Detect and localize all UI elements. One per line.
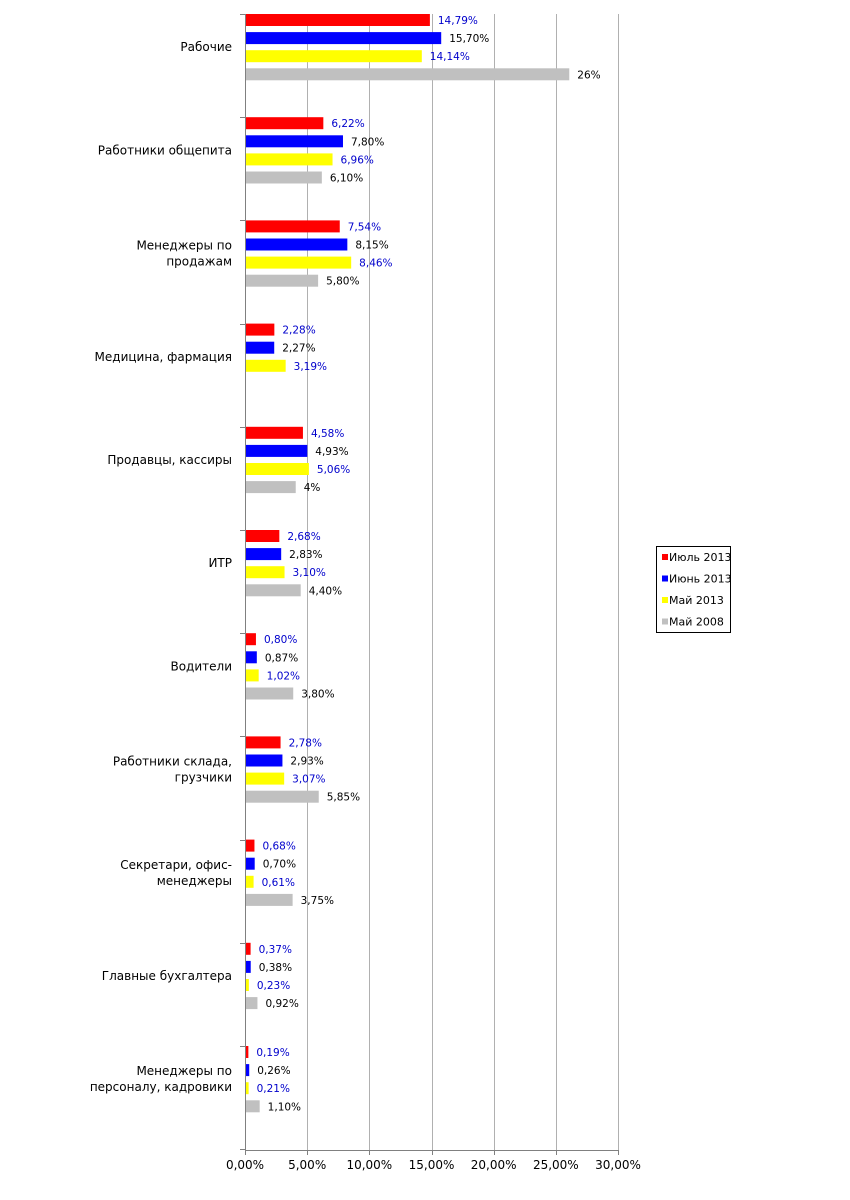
category-label: Менеджеры по bbox=[136, 238, 232, 253]
bar bbox=[246, 463, 309, 475]
data-label: 0,38% bbox=[258, 961, 293, 974]
data-label: 5,85% bbox=[326, 791, 361, 804]
data-label: 0,37% bbox=[258, 943, 292, 956]
data-label: 3,07% bbox=[292, 773, 326, 786]
category-label: Секретари, офис- bbox=[120, 857, 232, 872]
data-label: 2,83% bbox=[289, 549, 323, 562]
bar bbox=[246, 220, 340, 232]
bar bbox=[246, 14, 430, 26]
bar bbox=[246, 275, 318, 287]
data-label: 4,58% bbox=[310, 427, 345, 440]
data-label: 6,96% bbox=[340, 154, 374, 167]
x-tick-label: 30,00% bbox=[595, 1158, 641, 1172]
data-label: 2,27% bbox=[282, 342, 316, 355]
x-tick-label: 20,00% bbox=[470, 1158, 517, 1172]
bar bbox=[246, 153, 333, 165]
data-label: 5,80% bbox=[326, 275, 360, 288]
bars bbox=[246, 14, 569, 1112]
bar bbox=[246, 68, 569, 80]
legend-swatch bbox=[662, 554, 668, 560]
x-tick-label: 0,00% bbox=[225, 1158, 265, 1172]
data-label: 3,19% bbox=[293, 360, 328, 373]
bar bbox=[246, 445, 307, 457]
category-label: ИТР bbox=[208, 556, 232, 571]
data-label: 3,80% bbox=[301, 688, 335, 701]
data-label: 4% bbox=[303, 482, 321, 495]
data-label: 0,80% bbox=[263, 634, 298, 647]
legend-swatch bbox=[662, 576, 668, 582]
data-label: 2,68% bbox=[287, 531, 321, 543]
bar bbox=[246, 32, 441, 44]
category-label: Менеджеры по bbox=[136, 1064, 232, 1079]
bar bbox=[246, 669, 259, 681]
bar bbox=[246, 427, 303, 439]
category-label: Рабочие bbox=[180, 40, 232, 55]
data-label: 14,79% bbox=[437, 15, 478, 27]
bar bbox=[246, 342, 274, 354]
bar bbox=[246, 360, 286, 372]
bar bbox=[246, 481, 296, 493]
data-label: 26% bbox=[577, 69, 601, 82]
data-label: 2,28% bbox=[282, 324, 316, 337]
data-label: 8,15% bbox=[355, 239, 389, 252]
axes bbox=[90, 14, 641, 1172]
bar bbox=[246, 135, 343, 147]
bar bbox=[246, 1046, 248, 1058]
bar bbox=[246, 736, 281, 748]
data-label: 6,10% bbox=[329, 172, 364, 185]
bar bbox=[246, 548, 281, 560]
data-label: 0,68% bbox=[262, 840, 296, 853]
data-label: 7,54% bbox=[347, 221, 382, 234]
bar bbox=[246, 773, 284, 785]
legend-label: Июнь 2013 bbox=[669, 572, 732, 586]
bar bbox=[246, 979, 249, 991]
data-label: 8,46% bbox=[359, 257, 393, 270]
bar bbox=[246, 876, 254, 888]
category-label: Работники склада, bbox=[112, 754, 232, 769]
bar bbox=[246, 584, 301, 596]
data-label: 1,10% bbox=[267, 1101, 302, 1114]
bar bbox=[246, 239, 347, 251]
bar bbox=[246, 961, 251, 973]
legend-label: Июль 2013 bbox=[669, 551, 732, 564]
bar bbox=[246, 1082, 249, 1094]
bar bbox=[246, 117, 323, 129]
bar bbox=[246, 688, 293, 700]
category-label: персоналу, кадровики bbox=[89, 1080, 232, 1095]
category-label: Главные бухгалтера bbox=[101, 968, 232, 983]
bar bbox=[246, 943, 251, 955]
bar bbox=[246, 791, 319, 803]
x-tick-label: 10,00% bbox=[346, 1158, 393, 1172]
x-tick-label: 15,00% bbox=[408, 1158, 455, 1172]
legend-label: Май 2013 bbox=[669, 594, 724, 607]
legend-swatch bbox=[662, 619, 668, 625]
data-label: 3,10% bbox=[292, 567, 326, 580]
category-label: менеджеры bbox=[156, 873, 232, 888]
bar bbox=[246, 50, 422, 62]
data-label: 5,06% bbox=[316, 464, 351, 476]
bar bbox=[246, 651, 257, 663]
data-label: 0,70% bbox=[262, 858, 297, 871]
data-label: 0,23% bbox=[256, 980, 291, 992]
data-label: 2,93% bbox=[290, 755, 324, 768]
bar bbox=[246, 840, 254, 852]
category-label: Продавцы, кассиры bbox=[107, 452, 232, 467]
data-label: 0,21% bbox=[256, 1083, 290, 1096]
category-label: продажам bbox=[166, 254, 232, 269]
category-label: Медицина, фармация bbox=[94, 349, 232, 364]
bar bbox=[246, 755, 282, 767]
x-tick-label: 5,00% bbox=[288, 1158, 327, 1172]
bar bbox=[246, 172, 322, 184]
bar bbox=[246, 257, 351, 269]
bar bbox=[246, 530, 279, 542]
data-label: 0,87% bbox=[264, 652, 299, 665]
data-label: 0,19% bbox=[256, 1047, 290, 1059]
bar bbox=[246, 894, 293, 906]
legend-label: Май 2008 bbox=[669, 615, 724, 629]
legend-swatch bbox=[662, 597, 668, 603]
bar bbox=[246, 1064, 249, 1076]
data-label: 4,40% bbox=[308, 585, 343, 598]
bar bbox=[246, 566, 285, 578]
data-label: 1,02% bbox=[266, 670, 301, 683]
data-label: 0,92% bbox=[265, 998, 299, 1011]
category-label: Работники общепита bbox=[97, 143, 232, 158]
bar bbox=[246, 1100, 260, 1112]
data-label: 15,70% bbox=[449, 33, 490, 46]
data-label: 7,80% bbox=[350, 136, 385, 149]
category-label: Водители bbox=[170, 659, 232, 674]
data-label: 6,22% bbox=[331, 118, 365, 131]
data-label: 14,14% bbox=[429, 51, 470, 64]
data-label: 0,26% bbox=[257, 1065, 291, 1078]
data-label: 0,61% bbox=[261, 876, 295, 889]
bar bbox=[246, 633, 256, 645]
data-label: 3,75% bbox=[300, 894, 334, 907]
category-label: грузчики bbox=[174, 770, 232, 785]
legend bbox=[657, 547, 732, 633]
data-label: 4,93% bbox=[315, 445, 349, 458]
bar bbox=[246, 997, 257, 1009]
data-label: 2,78% bbox=[288, 737, 322, 750]
x-tick-label: 25,00% bbox=[532, 1158, 579, 1172]
bar bbox=[246, 324, 274, 336]
bar bbox=[246, 858, 255, 870]
